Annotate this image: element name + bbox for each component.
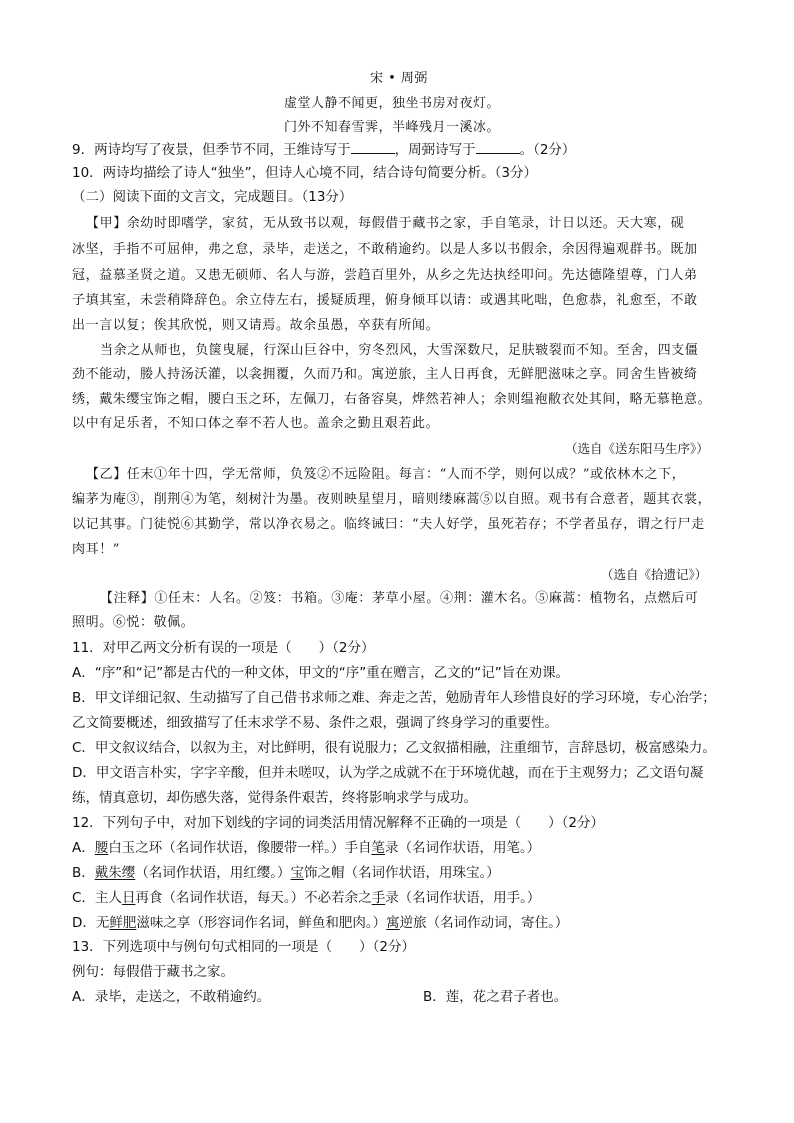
poem-line-2: 门外不知春雪霁，半峰残月一溪冰。 [284,120,501,135]
question-12-option-b [72,864,500,882]
option-text: 逆旅（名词作动词，寄住。） [399,915,569,931]
question-9-part-b: ，周弼诗写于 [394,142,476,158]
underlined-word: 鲜肥 [109,915,137,931]
underlined-word: 寓 [386,915,400,931]
question-9-part-a: 9．两诗均写了夜景，但季节不同，王维诗写于 [72,142,351,158]
question-13-stem: 13．下列选项中与例句句式相同的一项是（ ）（2分） [72,939,416,955]
option-text: 白玉之环（名词作状语，像腰带一样。）手自 [108,840,372,856]
option-text: 录（名词作状语，用笔。） [385,840,541,856]
poem-line-1: 虚堂人静不闻更，独坐书房对夜灯。 [284,96,501,111]
passage-jia-line: 当余之从师也，负箧曳屣，行深山巨谷中，穷冬烈风，大雪深数尺，足肤皲裂而不知。至舍，四支僵 [100,343,699,358]
section-heading: （二）阅读下面的文言文，完成题目。（13分） [72,189,353,205]
question-10: 10．两诗均描绘了诗人“独坐”，但诗人心境不同，结合诗句简要分析。（3分） [72,165,538,181]
question-9-part-c: 。（2分） [519,142,576,158]
question-11-option-b-cont: 乙文简要概述，细致描写了任末求学不易、条件之艰，强调了终身学习的重要性。 [72,715,558,731]
passage-jia-line: 冰坚，手指不可屈伸，弗之怠，录毕，走送之，不敢稍逾约。以是人多以书假余，余因得遍观群书。既加 [72,242,698,257]
answer-blank-2[interactable] [476,141,520,154]
underlined-word: 笔 [371,840,385,856]
underlined-word: 宝 [290,865,305,881]
passage-jia-source: （选自《送东阳马生序》） [565,441,709,456]
passage-jia-line: 劲不能动，媵人持汤沃灌，以衾拥覆，久而乃和。寓逆旅，主人日再食，无鲜肥滋味之享。同舍生皆被绮 [72,367,698,382]
option-text: A． [72,840,95,856]
option-text: 再食（名词作状语，每天。）不必若余之 [135,890,372,906]
answer-blank-1[interactable] [351,141,395,154]
option-text: D．无 [72,915,110,931]
underlined-word: 日 [121,890,136,906]
question-12-option-d [72,914,568,932]
passage-yi-line: 肉耳！” [72,542,121,557]
notes-line: 照明。⑥悦：敬佩。 [72,615,195,630]
question-12-stem: 12．下列句子中，对加下划线的字词的词类活用情况解释不正确的一项是（ ）（2分） [72,815,605,831]
passage-jia-line: 【甲】余幼时即嗜学，家贫，无从致书以观，每假借于藏书之家，手自笔录，计日以还。天大寒，砚 [86,216,685,231]
question-11-option-c: C．甲文叙议结合，以叙为主，对比鲜明，很有说服力；乙文叙描相融，注重细节，言辞恳切，极富感染力。 [72,740,716,756]
question-13-option-b: B．莲，花之君子者也。 [423,989,568,1005]
underlined-word: 戴朱缨 [94,865,136,881]
question-12-option-c [72,889,540,907]
option-text: C．主人 [72,890,122,906]
question-11-option-b: B．甲文详细记叙、生动描写了自己借书求师之难、奔走之苦，勉励青年人珍惜良好的学习环境，专心治学； [72,690,716,706]
question-12-option-a [72,839,540,857]
passage-jia-line: 子填其室，未尝稍降辞色。余立侍左右，援疑质理，俯身倾耳以请：或遇其叱咄，色愈恭，礼愈至，不敢 [72,293,698,308]
passage-yi-source: （选自《拾遗记》） [601,567,708,582]
question-13-option-a: A．录毕，走送之，不敢稍逾约。 [72,989,271,1005]
question-11-option-d-cont: 练，情真意切，却伤感失落，觉得条件艰苦，终将影响求学与成功。 [72,790,477,806]
question-11-option-d: D．甲文语言朴实，字字辛酸，但并未嗟叹，认为学之成就不在于环境优越，而在于主观努力；乙文语句凝 [72,765,704,781]
passage-jia-line: 绣，戴朱缨宝饰之帽，腰白玉之环，左佩刀，右备容臭，烨然若神人；余则缊袍敝衣处其间，略无慕艳意。 [72,392,712,407]
option-text: 滋味之享（形容词作名词，鲜鱼和肥肉。） [136,915,387,931]
passage-yi-line: 【乙】任末①年十四，学无常师，负笈②不远险阻。每言：“人而不学，则何以成？”或依林木之下， [86,467,686,482]
underlined-word: 手 [371,890,386,906]
option-text: 录（名词作状语，用手。） [385,890,541,906]
question-11-option-a: A．“序”和“记”都是古代的一种文体，甲文的“序”重在赠言，乙文的“记”旨在劝课。 [72,665,570,681]
question-13-example: 例句：每假借于藏书之家。 [72,964,234,980]
question-9 [72,141,575,159]
passage-yi-line: 编茅为庵③，削荆④为笔，刻树汁为墨。夜则映星望月，暗则缕麻蒿⑤以自照。观书有合意者，题其衣裳， [72,492,712,507]
passage-jia-line: 出一言以复；俟其欣悦，则又请焉。故余虽愚，卒获有所闻。 [72,318,440,333]
option-text: （名词作状语，用红缨。） [135,865,291,881]
question-11-stem: 11．对甲乙两文分析有误的一项是（ ）（2分） [72,640,375,656]
option-text: 饰之帽（名词作状语，用珠宝。） [304,865,500,881]
notes-line: 【注释】①任末：人名。②笈：书箱。③庵：茅草小屋。④荆：灌木名。⑤麻蒿：植物名，点燃后可 [100,591,699,606]
passage-yi-line: 以记其事。门徒悦⑥其勤学，常以净衣易之。临终诫曰：“夫人好学，虽死若存；不学者虽存，谓之行尸走 [72,517,705,532]
passage-jia-line: 以中有足乐者，不知口体之奉不若人也。盖余之勤且艰若此。 [72,416,440,431]
option-text: B． [72,865,95,881]
poem-author: 宋 • 周弼 [370,71,428,86]
underlined-word: 腰 [94,840,109,856]
passage-jia-line: 冠，益慕圣贤之道。又患无硕师、名人与游，尝趋百里外，从乡之先达执经叩问。先达德隆望尊，门人弟 [72,268,698,283]
